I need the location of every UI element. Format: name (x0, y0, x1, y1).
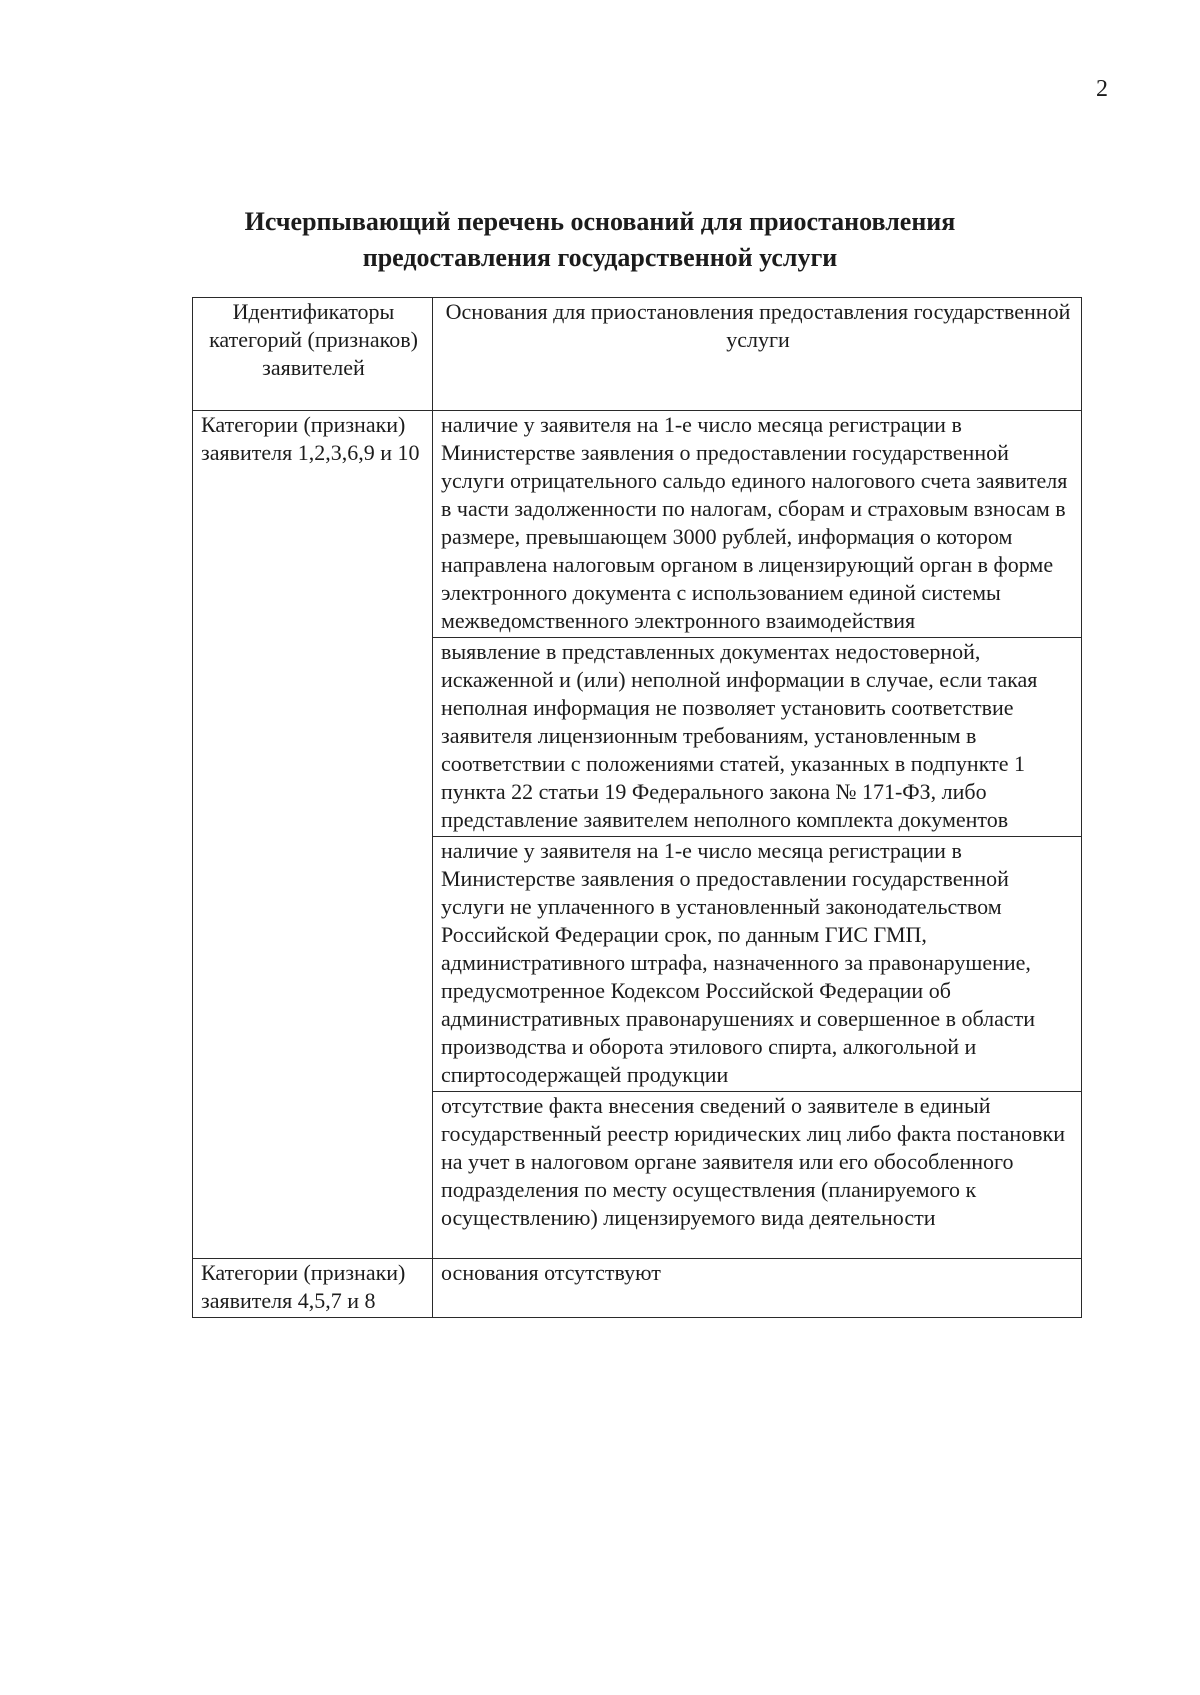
reason-cell: основания отсутствуют (433, 1259, 1082, 1318)
category-cell: Категории (признаки) заявителя 4,5,7 и 8 (193, 1259, 433, 1318)
category-cell: Категории (признаки) заявителя 1,2,3,6,9 и 10 (193, 411, 433, 1259)
reason-cell: наличие у заявителя на 1-е число месяца регистрации в Министерстве заявления о предоставлении государственной услуги не уплаченного в установленный законодательством Российской Федерации срок, по данным ГИС ГМП, административного штрафа, назначенного за правонарушение, предусмотренное Кодексом Российской Федерации об административных правонарушениях и совершенное в области производства и оборота этилового спирта, алкогольной и спиртосодержащей продукции (433, 837, 1082, 1092)
table-row (193, 1259, 1082, 1318)
reason-cell: выявление в представленных документах недостоверной, искаженной и (или) неполной информации в случае, если такая неполная информация не позволяет установить соответствие заявителя лицензионным требованиям, установленным в соответствии с положениями статей, указанных в подпункте 1 пункта 22 статьи 19 Федерального закона № 171-ФЗ, либо представление заявителем неполного комплекта документов (433, 638, 1082, 837)
page-number: 2 (1096, 76, 1108, 102)
table-header-row (193, 298, 1082, 411)
reason-cell: наличие у заявителя на 1-е число месяца регистрации в Министерстве заявления о предоставлении государственной услуги отрицательного сальдо единого налогового счета заявителя в части задолженности по налогам, сборам и страховым взносам в размере, превышающем 3000 рублей, информация о котором направлена налоговым органом в лицензирующий орган в форме электронного документа с использованием единой системы межведомственного электронного взаимодействия (433, 411, 1082, 638)
header-applicant-categories: Идентификаторы категорий (признаков) заявителей (193, 298, 433, 411)
document-title-line-2: предоставления государственной услуги (362, 243, 838, 272)
grounds-table (192, 297, 1082, 1318)
document-title-line-1: Исчерпывающий перечень оснований для приостановления (244, 207, 956, 236)
table-row (193, 411, 1082, 638)
document-title (0, 204, 1200, 276)
header-suspension-grounds: Основания для приостановления предоставления государственной услуги (433, 298, 1082, 411)
reason-cell: отсутствие факта внесения сведений о заявителе в единый государственный реестр юридических лиц либо факта постановки на учет в налоговом органе заявителя или его обособленного подразделения по месту осуществления (планируемого к осуществлению) лицензируемого вида деятельности (433, 1092, 1082, 1259)
